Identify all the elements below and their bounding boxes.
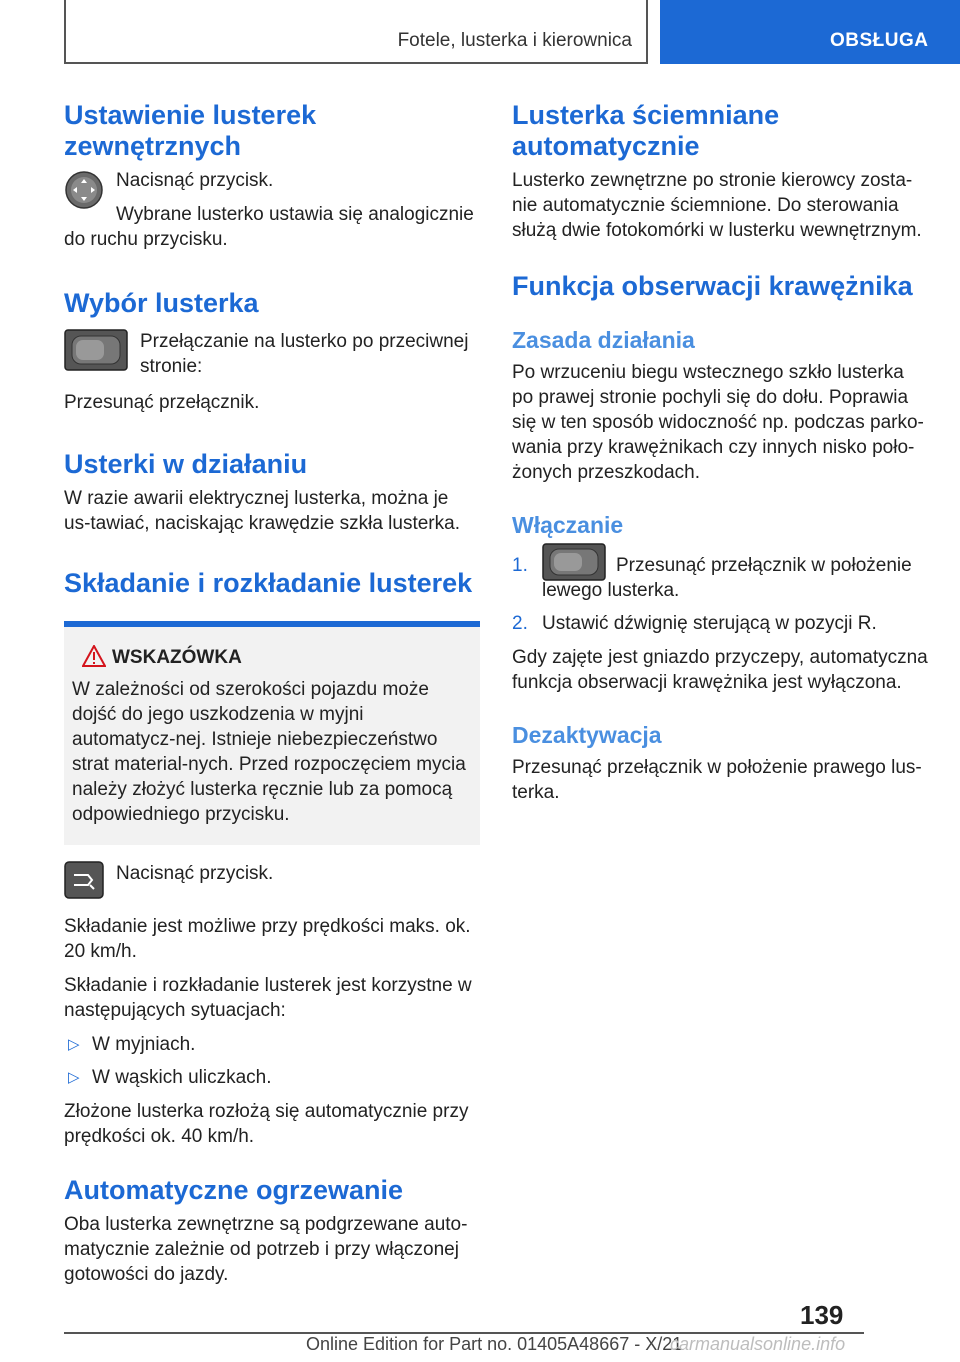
text-trailer-note: Gdy zajęte jest gniazdo przyczepy, automatyczna funkcja obserwacji krawężnika jest wyłączona.	[512, 647, 928, 693]
warning-title	[72, 647, 472, 669]
section-auto-dimming	[512, 100, 928, 243]
list-item: ▷ W wąskich uliczkach.	[68, 1067, 272, 1088]
list-item: 1. Przesunąć przełącznik w położenie lewego lusterka.	[512, 553, 928, 603]
subheading-activate: Włączanie	[512, 512, 624, 538]
text-fold-situations: Składanie i rozkładanie lusterek jest korzystne w następujących sytuacjach:	[64, 975, 472, 1021]
heading-auto-dimming: Lusterka ściemniane automatycznie	[512, 100, 780, 161]
icon-row	[64, 329, 480, 381]
chapter-title: Fotele, lusterka i kierownica	[397, 30, 632, 51]
page-header	[64, 0, 960, 64]
bullet-triangle-icon: ▷	[68, 1036, 80, 1053]
text-heating: Oba lusterka zewnętrzne są podgrzewane auto‐matycznie zależnie od potrzeb i przy włączonej gotowości do jazdy.	[64, 1214, 468, 1285]
list-item: 2. Ustawić dźwignię sterującą w pozycji R.	[512, 613, 877, 634]
activation-steps	[512, 553, 928, 636]
section-label: OBSŁUGA	[830, 30, 929, 51]
fold-mirror-button-icon	[64, 861, 104, 899]
heading-heating: Automatyczne ogrzewanie	[64, 1175, 404, 1205]
chapter-title-box	[64, 0, 648, 64]
heading-mirror-adjust: Ustawienie lusterek zewnętrznych	[64, 100, 317, 161]
subheading-deactivate: Dezaktywacja	[512, 722, 662, 748]
subheading-principle: Zasada działania	[512, 327, 695, 353]
section-mirror-adjust	[64, 100, 480, 252]
section-mirror-select	[64, 288, 480, 415]
text-principle: Po wrzuceniu biegu wstecznego szkło lusterka po prawej stronie pochyli się do dołu. Poprawia się w ten sposób widoczność np. podczas parko‐wania przy krawężnikach czy innych nisko poło‐żonych przeszkodach.	[512, 362, 924, 483]
icon-row	[64, 168, 480, 252]
section-curb-monitor	[512, 271, 928, 805]
text-auto-dimming: Lusterko zewnętrzne po stronie kierowcy zosta‐nie automatycznie ściemnione. Do sterowania służą dwie fotokomórki w lusterku wewnętrznym.	[512, 170, 922, 241]
icon-row	[64, 861, 480, 905]
left-column	[64, 100, 480, 1321]
heading-folding: Składanie i rozkładanie lusterek	[64, 568, 473, 598]
section-tab	[660, 0, 960, 64]
mirror-switch-icon	[64, 329, 128, 371]
text-switch-opposite: Przełączanie na lusterko po przeciwnej stronie:	[140, 331, 469, 377]
warning-text: W zależności od szerokości pojazdu może dojść do jego uszkodzenia w myjni automatycz‐nej. Istnieje niebezpieczeństwo strat material‐nych. Przed rozpoczęciem mycia należy złożyć lusterka ręcznie lub za pomocą odpowiedniego przycisku.	[72, 679, 466, 825]
text-mirror-moves: Wybrane lusterko ustawia się analogicznie do ruchu przycisku.	[64, 204, 474, 250]
mirror-switch-icon	[542, 543, 606, 581]
page-number: 139	[800, 1300, 844, 1330]
text-press-fold-button: Nacisnąć przycisk.	[116, 863, 274, 884]
heading-malfunction: Usterki w działaniu	[64, 449, 308, 479]
bullet-triangle-icon: ▷	[68, 1069, 80, 1086]
edition-text: Online Edition for Part no. 01405A48667 - X/21	[306, 1334, 683, 1354]
right-column	[512, 100, 928, 839]
text-move-switch: Przesunąć przełącznik.	[64, 392, 260, 413]
warning-title-text: WSKAZÓWKA	[112, 647, 242, 668]
heading-mirror-select: Wybór lusterka	[64, 288, 259, 318]
text-auto-unfold: Złożone lusterka rozłożą się automatycznie przy prędkości ok. 40 km/h.	[64, 1101, 469, 1147]
situations-list	[64, 1032, 480, 1090]
list-item: ▷ W myjniach.	[68, 1034, 196, 1055]
text-deactivate: Przesunąć przełącznik w położenie prawego lus‐terka.	[512, 757, 922, 803]
text-press-button: Nacisnąć przycisk.	[116, 170, 274, 191]
four-way-button-icon	[64, 170, 104, 210]
section-malfunction	[64, 449, 480, 536]
section-heating	[64, 1175, 480, 1287]
section-folding	[64, 568, 480, 1149]
heading-curb-monitor: Funkcja obserwacji krawężnika	[512, 271, 913, 301]
warning-box	[64, 627, 480, 845]
warning-triangle-icon	[82, 645, 106, 667]
text-malfunction: W razie awarii elektrycznej lusterka, można je us‐tawiać, naciskając krawędzie szkła lusterka.	[64, 488, 460, 534]
watermark: carmanualsonline.info	[670, 1334, 846, 1354]
text-fold-speed: Składanie jest możliwe przy prędkości maks. ok. 20 km/h.	[64, 916, 471, 962]
